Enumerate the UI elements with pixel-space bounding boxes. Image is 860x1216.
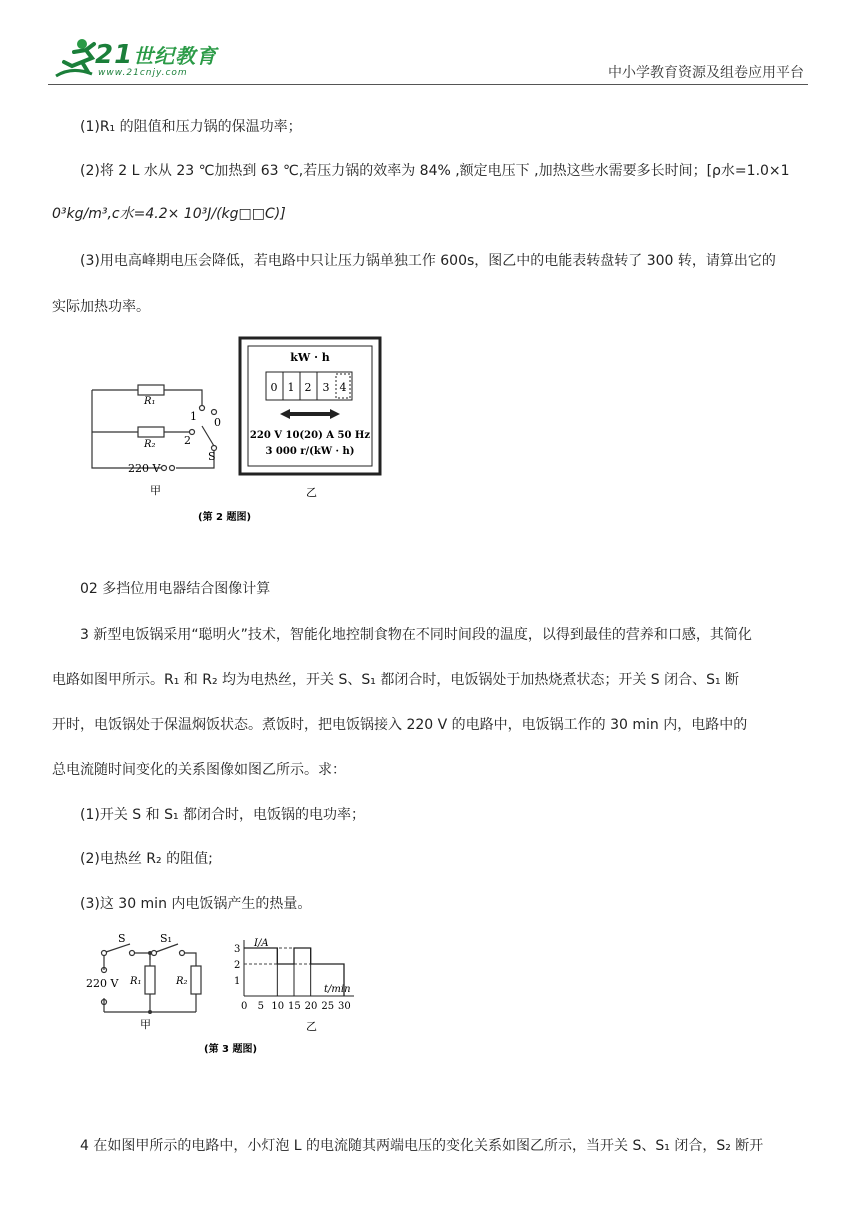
y-tick-label: 3 bbox=[234, 944, 241, 955]
r1-label: R₁ bbox=[130, 976, 142, 987]
x-tick-label: 0 bbox=[241, 1001, 248, 1012]
electricity-meter bbox=[240, 338, 380, 474]
q2-item2-line1: (2)将 2 L 水从 23 ℃加热到 63 ℃,若压力锅的效率为 84% ,额定电压下 ,加热这些水需要多长时间；[ρ水=1.0×1 bbox=[80, 163, 790, 179]
q4-line1: 4 在如图甲所示的电路中，小灯泡 L 的电流随其两端电压的变化关系如图乙所示，当开关 S、S₁ 闭合，S₂ 断开 bbox=[80, 1138, 764, 1154]
logo-number: 21 bbox=[95, 40, 134, 70]
meter-digit: 0 bbox=[270, 381, 278, 394]
switch-s-label: S bbox=[208, 450, 216, 463]
fig2-caption: (第 2 题图) bbox=[198, 512, 252, 523]
meter-digit: 3 bbox=[322, 381, 330, 394]
r2-label: R₂ bbox=[144, 439, 156, 450]
q2-figure bbox=[80, 334, 400, 530]
q3-item2: (2)电热丝 R₂ 的阻值; bbox=[80, 851, 213, 867]
meter-disc-icon bbox=[280, 409, 340, 419]
node-1-label: 1 bbox=[190, 410, 197, 423]
x-tick-label: 5 bbox=[257, 1001, 265, 1012]
q2-item3-line2: 实际加热功率。 bbox=[52, 299, 150, 315]
x-tick-label: 30 bbox=[338, 1001, 351, 1012]
resistor-r2-icon bbox=[191, 966, 201, 994]
meter-unit: kW · h bbox=[290, 351, 330, 364]
fig2-right-label: 乙 bbox=[306, 486, 317, 499]
meter-spec2: 3 000 r/(kW · h) bbox=[265, 446, 355, 457]
x-tick-label: 20 bbox=[304, 1001, 318, 1012]
y-axis-label: I/A bbox=[254, 938, 269, 949]
y-tick-label: 1 bbox=[234, 976, 241, 987]
site-name: 中小学教育资源及组卷应用平台 bbox=[608, 65, 804, 81]
x-tick-label: 15 bbox=[288, 1001, 301, 1012]
fig2-left-label: 甲 bbox=[150, 484, 161, 497]
meter-digit: 1 bbox=[287, 381, 295, 394]
q3-line2: 电路如图甲所示。R₁ 和 R₂ 均为电热丝，开关 S、S₁ 都闭合时，电饭锅处于加热烧煮状态；开关 S 闭合、S₁ 断 bbox=[52, 672, 740, 688]
r2-label: R₂ bbox=[176, 976, 188, 987]
switch-s-icon bbox=[106, 944, 130, 952]
q2-item3-line1: (3)用电高峰期电压会降低，若电路中只让压力锅单独工作 600s，图乙中的电能表转盘转了 300 转，请算出它的 bbox=[80, 253, 776, 269]
node-0-label: 0 bbox=[214, 416, 221, 429]
logo-cn: 世纪教育 bbox=[133, 44, 218, 68]
q3-figure bbox=[84, 930, 384, 1060]
header-rule bbox=[48, 84, 808, 85]
q3-item1: (1)开关 S 和 S₁ 都闭合时，电饭锅的电功率； bbox=[80, 807, 366, 823]
section-title: 02 多挡位用电器结合图像计算 bbox=[80, 581, 271, 597]
voltage-label: 220 V bbox=[128, 462, 161, 475]
meter-digit: 2 bbox=[304, 381, 312, 394]
q2-item1: (1)R₁ 的阻值和压力锅的保温功率； bbox=[80, 119, 302, 135]
logo-url: www.21cnjy.com bbox=[98, 68, 188, 78]
resistor-r2-icon bbox=[138, 427, 164, 437]
meter-spec1: 220 V 10(20) A 50 Hz bbox=[249, 430, 371, 441]
r1-label: R₁ bbox=[144, 396, 156, 407]
switch-s1-label: S₁ bbox=[160, 932, 172, 945]
q3-line4: 总电流随时间变化的关系图像如图乙所示。求： bbox=[52, 762, 346, 778]
resistor-r1-icon bbox=[138, 385, 164, 395]
x-axis-label: t/min bbox=[324, 984, 351, 995]
x-tick-label: 10 bbox=[271, 1001, 285, 1012]
q3-line3: 开时，电饭锅处于保温焖饭状态。煮饭时，把电饭锅接入 220 V 的电路中，电饭锅工作的 30 min 内，电路中的 bbox=[52, 717, 748, 733]
switch-s1-icon bbox=[156, 944, 178, 952]
q3-item3: (3)这 30 min 内电饭锅产生的热量。 bbox=[80, 896, 312, 912]
switch-s-label: S bbox=[118, 932, 126, 945]
y-tick-label: 2 bbox=[234, 960, 241, 971]
fig3-left-label: 甲 bbox=[140, 1018, 151, 1031]
q2-item2-line2: 0³kg/m³,c水=4.2× 10³J/(kg□□C)] bbox=[52, 206, 286, 222]
node-2-label: 2 bbox=[184, 434, 191, 447]
q3-line1: 3 新型电饭锅采用“聪明火”技术，智能化地控制食物在不同时间段的温度，以得到最佳的营养和口感，其简化 bbox=[80, 627, 752, 643]
resistor-r1-icon bbox=[145, 966, 155, 994]
voltage-label: 220 V bbox=[86, 977, 119, 990]
switch-s-icon bbox=[202, 426, 214, 446]
x-tick-label: 25 bbox=[321, 1001, 335, 1012]
fig3-caption: (第 3 题图) bbox=[204, 1044, 258, 1055]
logo-wordmark bbox=[95, 40, 217, 70]
current-time-chart bbox=[234, 938, 354, 1012]
meter-digit: 4 bbox=[339, 381, 347, 394]
fig3-right-label: 乙 bbox=[306, 1020, 317, 1033]
page-header bbox=[0, 0, 860, 90]
